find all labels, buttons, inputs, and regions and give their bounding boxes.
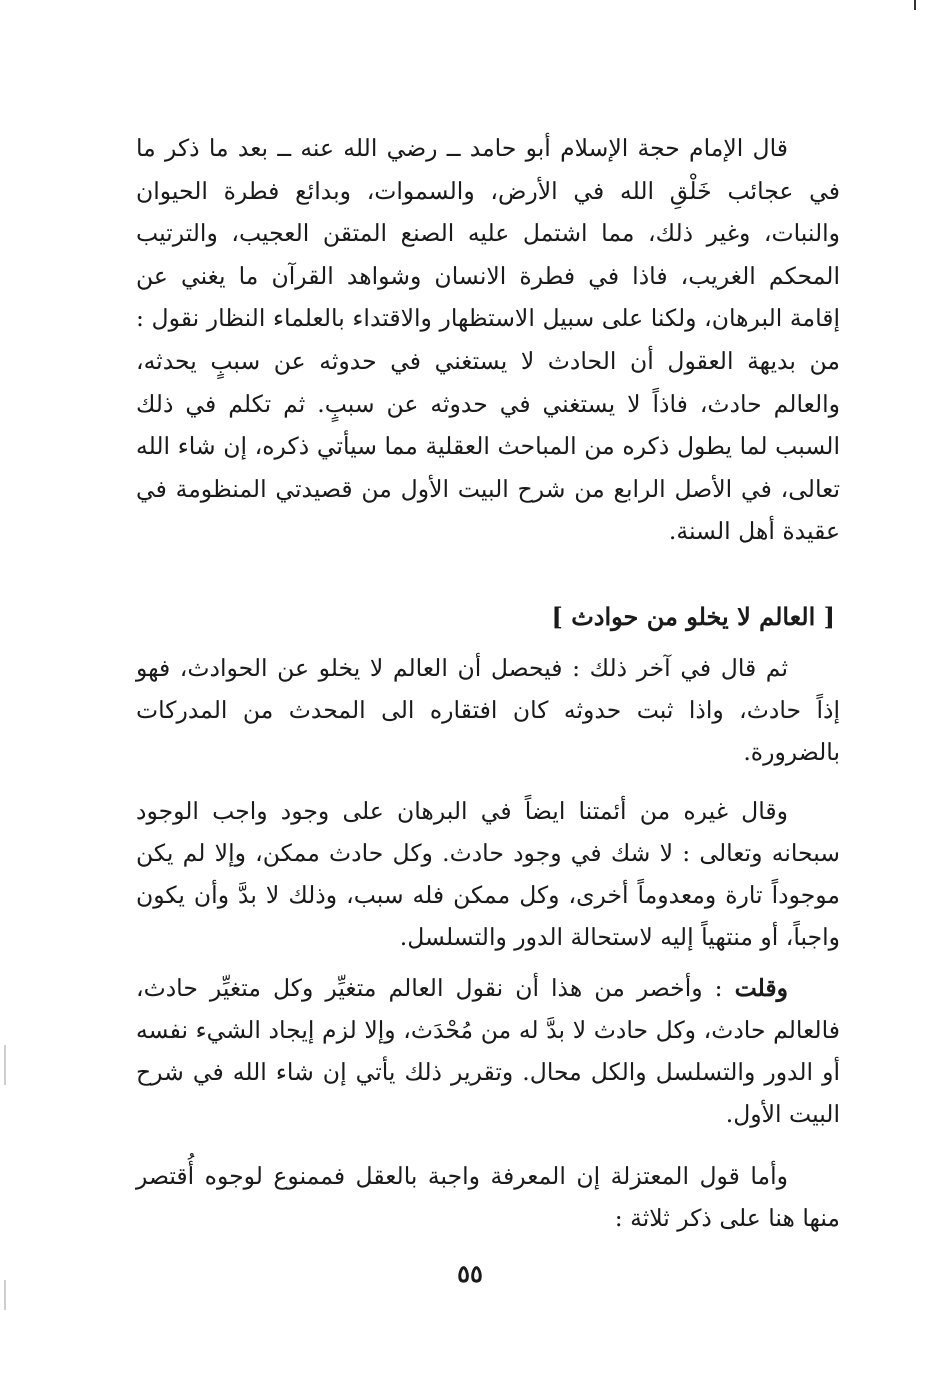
section-heading: [ العالم لا يخلو من حوادث ] [551,602,835,631]
page-number: ٥٥ [457,1259,483,1288]
paragraph-5 [136,1155,840,1239]
paragraph-4-lead: وقلت [734,974,788,1002]
paragraph-2-text: ثم قال في آخر ذلك : فيحصل أن العالم لا يخلو عن الحوادث، فهو إذاً حادث، واذا ثبت حدوثه كان افتقاره الى المحدث من المدركات بالضرورة. [136,654,840,766]
paragraph-intro [136,127,840,553]
paragraph-3-text: وقال غيره من أئمتنا ايضاً في البرهان على وجود واجب الوجود سبحانه وتعالى : لا شك في وجود حادث. وكل حادث ممكن، وإلا لم يكن موجوداً تارة ومعدوماً أخرى، وكل ممكن فله سبب، وذلك لا بدَّ وأن يكون واجباً، أو منتهياً إليه لاستحالة الدور والتسلسل. [136,797,840,951]
paragraph-2 [136,647,840,773]
corner-mark [914,0,916,10]
paragraph-5-text: وأما قول المعتزلة إن المعرفة واجبة بالعقل فممنوع لوجوه أُقتصر منها هنا على ذكر ثلاثة : [136,1162,840,1232]
paragraph-3 [136,790,840,958]
scan-edge-mark [4,1280,6,1310]
paragraph-intro-text: قال الإمام حجة الإسلام أبو حامد ــ رضي الله عنه ــ بعد ما ذكر ما في عجائب خَلْقِ الله في الأرض، والسموات، وبدائع فطرة الحيوان والنبات، وغير ذلك، مما اشتمل عليه الصنع المتقن العجيب، والترتيب المحكم الغريب، فاذا في فطرة الانسان وشواهد القرآن ما يغني عن إقامة البرهان، ولكنا على سبيل الاستظهار والاقتداء بالعلماء النظار نقول : من بديهة العقول أن الحادث لا يستغني في حدوثه عن سببٍ يحدثه، والعالم حادث، فاذاً لا يستغني في حدوثه عن سببٍ. ثم تكلم في ذلك السبب لما يطول ذكره من المباحث العقلية مما سيأتي ذكره، إن شاء الله تعالى، في الأصل الرابع من شرح البيت الأول من قصيدتي المنظومة في عقيدة أهل السنة. [136,134,840,546]
paragraph-4 [136,967,840,1135]
scan-edge-mark [4,1045,6,1085]
paragraph-4-text: : وأخصر من هذا أن نقول العالم متغيِّر وكل متغيِّر حادث، فالعالم حادث، وكل حادث لا بدَّ له من مُحْدَث، وإلا لزم إيجاد الشيء نفسه أو الدور والتسلسل والكل محال. وتقرير ذلك يأتي إن شاء الله في شرح البيت الأول. [136,974,840,1128]
